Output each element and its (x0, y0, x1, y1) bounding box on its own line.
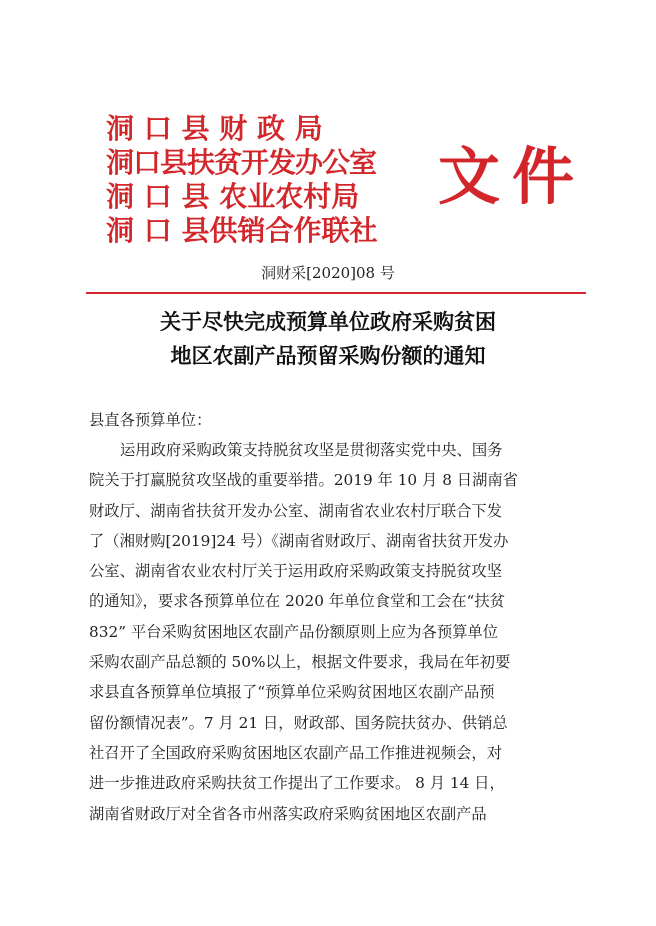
body-line: 财政厅、湖南省扶贫开发办公室、湖南省农业农村厅联合下发 (89, 501, 503, 520)
document-title (0, 305, 656, 373)
title-line: 地区农副产品预留采购份额的通知 (170, 343, 486, 368)
body-line: 了（湘财购[2019]24 号）《湖南省财政厅、湖南省扶贫开发办 (89, 531, 509, 550)
body-line: 运用政府采购政策支持脱贫攻坚是贯彻落实党中央、国务 (120, 441, 503, 459)
body-line: 社召开了全国政府采购贫困地区农副产品工作推进视频会，对 (89, 743, 503, 762)
issuer-supply-cooperative: 洞 口 县供销合作联社 (106, 214, 378, 247)
body-line: 留份额情况表”。7 月 21 日，财政部、国务院扶贫办、供销总 (89, 713, 508, 732)
body-line: 求县直各预算单位填报了“预算单位采购贫困地区农副产品预 (89, 683, 495, 702)
body-line: 的通知》，要求各预算单位在 2020 年单位食堂和工会在“扶贫 (89, 592, 505, 611)
body-line: 采购农副产品总额的 50%以上，根据文件要求，我局在年初要 (89, 653, 511, 672)
document-number: 洞财采[2020]08 号 (261, 264, 395, 282)
title-line: 关于尽快完成预算单位政府采购贫困 (160, 309, 496, 334)
body-line: 湖南省财政厅对全省各市州落实政府采购贫困地区农副产品 (89, 804, 487, 823)
issuer-agriculture-bureau: 洞 口 县 农业农村局 (106, 180, 360, 213)
issuer-poverty-office: 洞口县扶贫开发办公室 (106, 146, 377, 179)
red-divider (86, 292, 586, 294)
salutation: 县直各预算单位： (89, 411, 212, 429)
body-line: 院关于打赢脱贫攻坚战的重要举措。2019 年 10 月 8 日湖南省 (89, 471, 518, 490)
issuing-authorities (106, 112, 416, 248)
body-line: 进一步推进政府采购扶贫工作提出了工作要求。 8 月 14 日， (89, 774, 505, 793)
body-line: 832” 平台采购贫困地区农副产品份额原则上应为各预算单位 (89, 622, 499, 641)
issuer-finance-bureau: 洞 口 县 财 政 局 (106, 112, 323, 145)
document-body (89, 405, 567, 829)
document-mark: 文件 (438, 140, 587, 213)
body-line: 公室、湖南省农业农村厅关于运用政府采购政策支持脱贫攻坚 (89, 562, 503, 581)
